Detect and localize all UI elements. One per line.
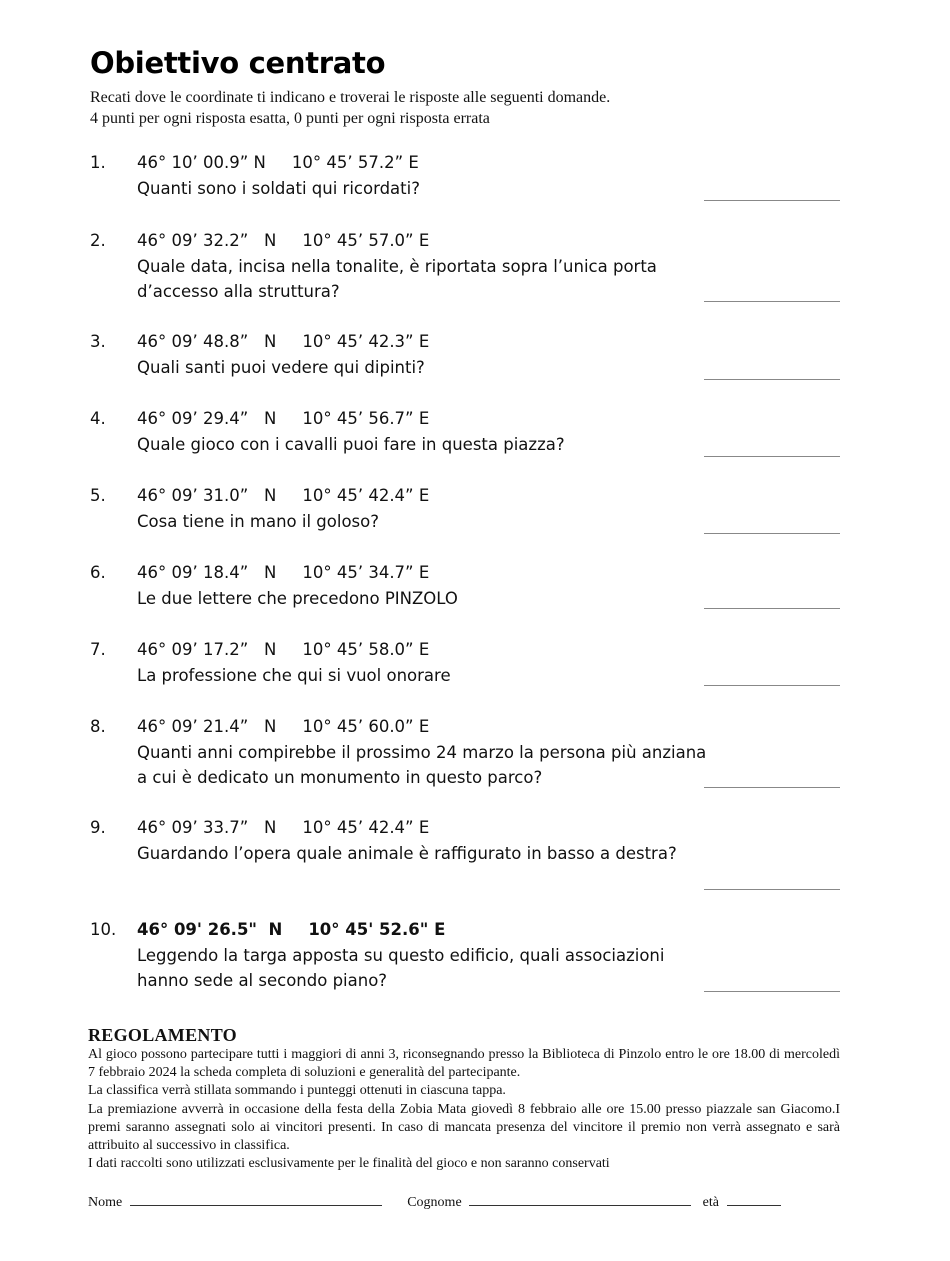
answer-line[interactable] bbox=[704, 991, 840, 992]
answer-line[interactable] bbox=[704, 889, 840, 890]
answer-line[interactable] bbox=[704, 685, 840, 686]
coordinates bbox=[137, 714, 707, 740]
question-text: Le due lettere che precedono PINZOLO bbox=[137, 588, 458, 608]
coordinates bbox=[137, 150, 707, 176]
question-number: 3. bbox=[90, 332, 106, 351]
longitude: 10° 45’ 57.2” E bbox=[291, 153, 419, 172]
answer-line[interactable] bbox=[704, 787, 840, 788]
question-text: Quale gioco con i cavalli puoi fare in questa piazza? bbox=[137, 434, 565, 454]
longitude: 10° 45' 52.6" E bbox=[308, 920, 446, 939]
cognome-input[interactable] bbox=[469, 1193, 691, 1206]
latitude: 46° 10’ 00.9” N bbox=[137, 153, 266, 172]
question-text: Quale data, incisa nella tonalite, è riportata sopra l’unica porta d’accesso alla struttura? bbox=[137, 256, 657, 301]
longitude: 10° 45’ 56.7” E bbox=[302, 409, 430, 428]
nome-label: Nome bbox=[88, 1195, 123, 1210]
longitude: 10° 45’ 42.4” E bbox=[302, 818, 430, 837]
latitude: 46° 09’ 17.2” N bbox=[137, 640, 277, 659]
eta-input[interactable] bbox=[727, 1193, 781, 1206]
answer-line[interactable] bbox=[704, 533, 840, 534]
rules-paragraph: La premiazione avverrà in occasione della festa della Zobia Mata giovedì 8 febbraio alle ore 15.00 presso piazzale san Giacomo.I premi saranno assegnati solo ai vincitori presenti. In caso di mancata presenza del vincitore il premio non verrà assegnato e sarà attribuito al successivo in classifica. bbox=[88, 1101, 840, 1154]
question-number: 9. bbox=[90, 818, 106, 837]
latitude: 46° 09’ 18.4” N bbox=[137, 563, 277, 582]
question-number: 8. bbox=[90, 717, 106, 736]
rules-section bbox=[88, 1024, 840, 1173]
question-text: Leggendo la targa apposta su questo edificio, quali associazioni hanno sede al secondo piano? bbox=[137, 945, 665, 990]
answer-line[interactable] bbox=[704, 608, 840, 609]
question-number: 1. bbox=[90, 153, 106, 172]
cognome-field bbox=[407, 1193, 691, 1211]
answer-line[interactable] bbox=[704, 301, 840, 302]
question-text: Quali santi puoi vedere qui dipinti? bbox=[137, 357, 425, 377]
longitude: 10° 45’ 57.0” E bbox=[302, 231, 430, 250]
question-text: Cosa tiene in mano il goloso? bbox=[137, 511, 380, 531]
question-number: 7. bbox=[90, 640, 106, 659]
latitude: 46° 09' 26.5" N bbox=[137, 920, 283, 939]
question-number: 4. bbox=[90, 409, 106, 428]
question-text: Guardando l’opera quale animale è raffigurato in basso a destra? bbox=[137, 843, 677, 863]
longitude: 10° 45’ 60.0” E bbox=[302, 717, 430, 736]
coordinates bbox=[137, 406, 707, 432]
question-number: 2. bbox=[90, 231, 106, 250]
question-text: Quanti sono i soldati qui ricordati? bbox=[137, 178, 420, 198]
longitude: 10° 45’ 34.7” E bbox=[302, 563, 430, 582]
question-number: 10. bbox=[90, 920, 117, 939]
eta-field bbox=[703, 1193, 781, 1211]
coordinates bbox=[137, 560, 707, 586]
latitude: 46° 09’ 48.8” N bbox=[137, 332, 277, 351]
longitude: 10° 45’ 42.4” E bbox=[302, 486, 430, 505]
rules-paragraph: La classifica verrà stillata sommando i punteggi ottenuti in ciascuna tappa. bbox=[88, 1083, 506, 1099]
answer-line[interactable] bbox=[704, 379, 840, 380]
rules-paragraph: Al gioco possono partecipare tutti i maggiori di anni 3, riconsegnando presso la Biblioteca di Pinzolo entro le ore 18.00 di mercoledì 7 febbraio 2024 la scheda completa di soluzioni e generalità del partecipante. bbox=[88, 1047, 840, 1081]
longitude: 10° 45’ 42.3” E bbox=[302, 332, 430, 351]
coordinates bbox=[137, 637, 707, 663]
eta-label: età bbox=[702, 1195, 719, 1210]
latitude: 46° 09’ 33.7” N bbox=[137, 818, 277, 837]
rules-paragraph: I dati raccolti sono utilizzati esclusivamente per le finalità del gioco e non saranno conservati bbox=[88, 1156, 610, 1172]
nome-input[interactable] bbox=[130, 1193, 382, 1206]
page-title: Obiettivo centrato bbox=[90, 46, 386, 80]
answer-line[interactable] bbox=[704, 456, 840, 457]
coordinates bbox=[137, 483, 707, 509]
question-text: La professione che qui si vuol onorare bbox=[137, 665, 451, 685]
intro-line: Recati dove le coordinate ti indicano e troverai le risposte alle seguenti domande. bbox=[90, 89, 611, 106]
question-number: 5. bbox=[90, 486, 106, 505]
coordinates bbox=[137, 228, 707, 254]
coordinates bbox=[137, 815, 707, 841]
cognome-label: Cognome bbox=[407, 1195, 462, 1210]
latitude: 46° 09’ 31.0” N bbox=[137, 486, 277, 505]
longitude: 10° 45’ 58.0” E bbox=[302, 640, 430, 659]
latitude: 46° 09’ 29.4” N bbox=[137, 409, 277, 428]
question-text: Quanti anni compirebbe il prossimo 24 marzo la persona più anziana a cui è dedicato un monumento in questo parco? bbox=[137, 742, 707, 787]
coordinates bbox=[137, 329, 707, 355]
nome-field bbox=[88, 1193, 382, 1211]
answer-line[interactable] bbox=[704, 200, 840, 201]
intro-text bbox=[90, 87, 610, 129]
question-number: 6. bbox=[90, 563, 106, 582]
latitude: 46° 09’ 21.4” N bbox=[137, 717, 277, 736]
coordinates bbox=[137, 917, 707, 943]
rules-heading: REGOLAMENTO bbox=[88, 1025, 237, 1045]
latitude: 46° 09’ 32.2” N bbox=[137, 231, 277, 250]
intro-line: 4 punti per ogni risposta esatta, 0 punti per ogni risposta errata bbox=[90, 110, 490, 127]
participant-fields bbox=[88, 1193, 808, 1211]
